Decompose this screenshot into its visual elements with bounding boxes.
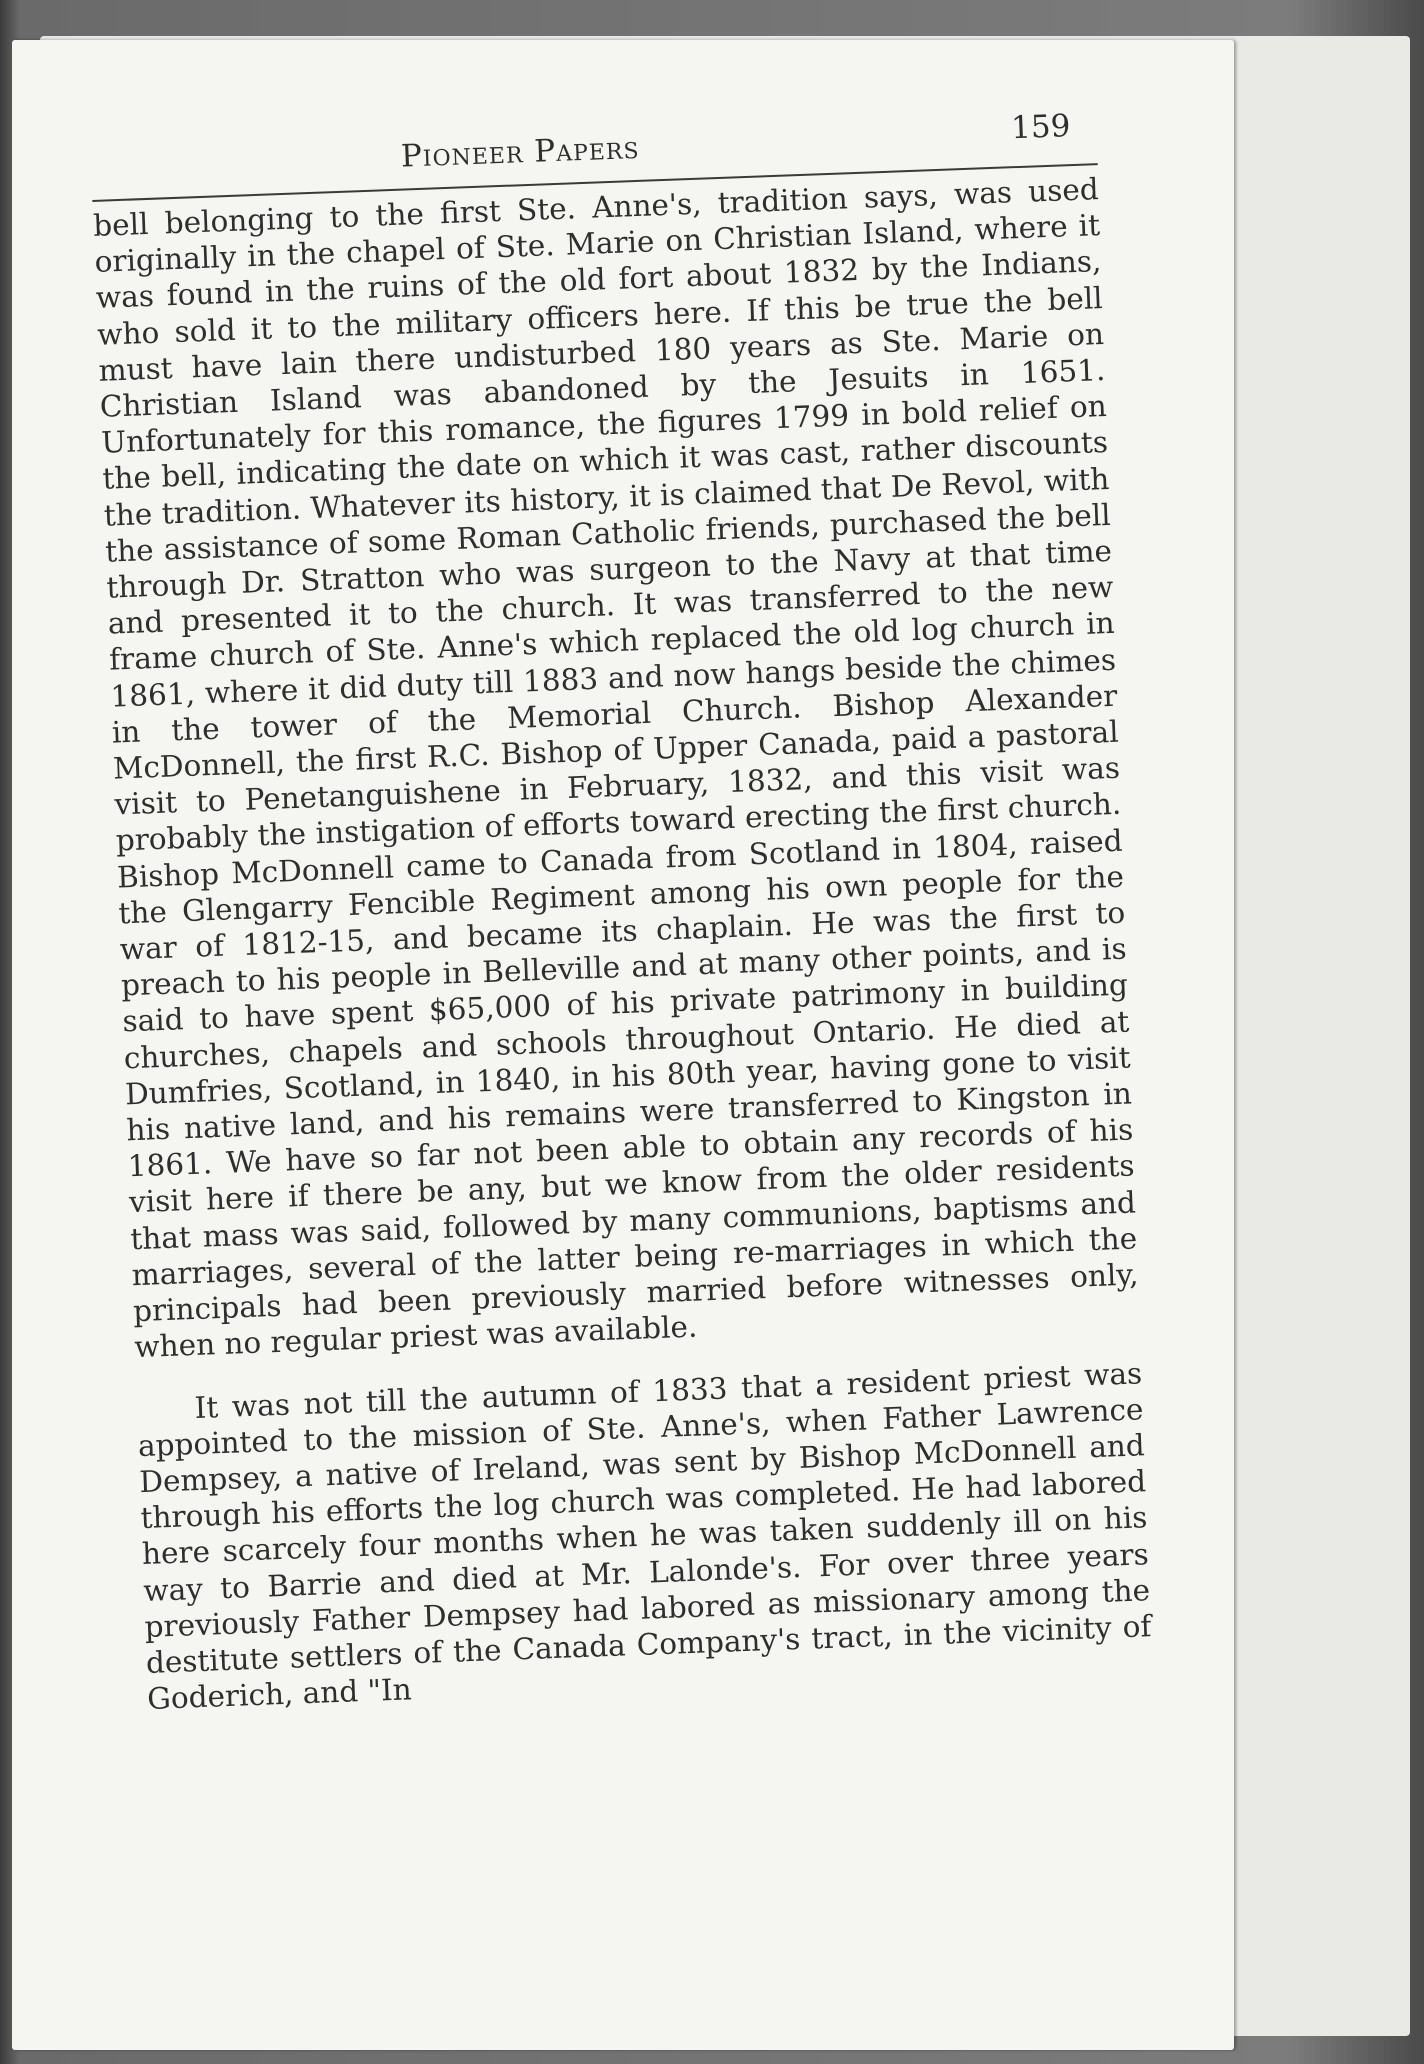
running-head: Pioneer Papers [400,129,641,175]
page-number: 159 [1010,108,1071,147]
body-paragraph-1: bell belonging to the first Ste. Anne's, tradition says, was used originally in the chapel of Ste. Marie on Christian Island, where it was found in the ruins of the old fort about 1832 by the Indians, who sold it to the military officers here. If this be true the bell must have lain there undisturbed 180 years as Ste. Marie on Christian Island was abandoned by the Jesuits in 1651. Unfortunately for this romance, the figures 1799 in bold relief on the bell, indicating the date on which it was cast, rather discounts the tradition. Whatever its history, it is claimed that De Revol, with the assistance of some Roman Catholic friends, purchased the bell through Dr. Stratton who was surgeon to the Navy at that time and presented it to the church. It was transferred to the new frame church of Ste. Anne's which replaced the old log church in 1861, where it did duty till 1883 and now hangs beside the chimes in the tower of the Memorial Church. Bishop Alexander McDonnell, the first R.C. Bishop of Upper Canada, paid a pastoral visit to Penetanguishene in February, 1832, and this visit was probably the instigation of efforts toward erecting the first church. Bishop McDonnell came to Canada from Scotland in 1804, raised the Glengarry Fencible Regiment among his own people for the war of 1812-15, and became its chaplain. He was the first to preach to his people in Belleville and at many other points, and is said to have spent $65,000 of his private patrimony in building churches, chapels and schools throughout Ontario. He died at Dumfries, Scotland, in 1840, in his 80th year, having gone to visit his native land, and his remains were transferred to Kingston in 1861. We have so far not been able to obtain any records of his visit here if there be any, but we know from the older residents that mass was said, followed by many communions, baptisms and marriages, several of the latter being re-marriages in which the principals had been previously married before witnesses only, when no regular priest was available. [92,172,1140,1365]
page-content [90,99,1161,1935]
body-paragraph-2: It was not till the autumn of 1833 that a resident priest was appointed to the mission of Ste. Anne's, when Father Lawrence Dempsey, a native of Ireland, was sent by Bishop McDonnell and through his efforts the log church was completed. He had labored here scarcely four months when he was taken suddenly ill on his way to Barrie and died at Mr. Lalonde's. For over three years previously Father Dempsey had labored as missionary among the destitute settlers of the Canada Company's tract, in the vicinity of Goderich, and "In [137,1355,1152,1717]
book-page [12,40,1234,2050]
